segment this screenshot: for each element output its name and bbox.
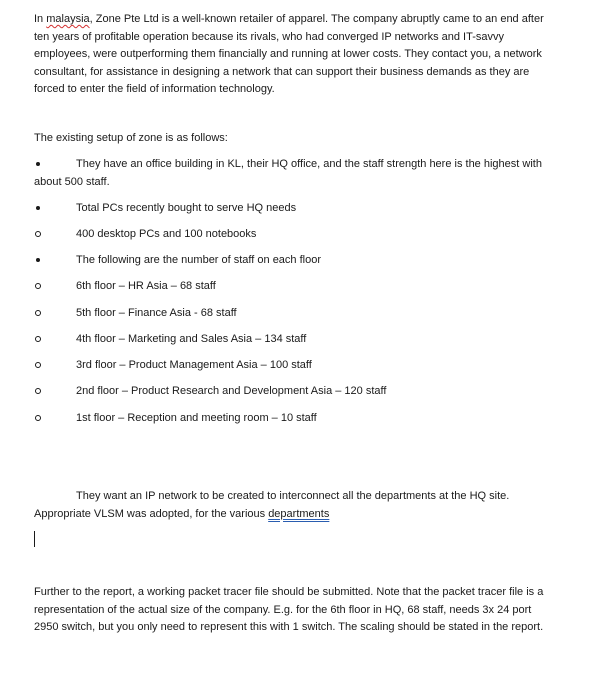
list-item[interactable] xyxy=(34,200,554,216)
list-item[interactable] xyxy=(34,226,554,242)
list-item-text: The following are the number of staff on each floor xyxy=(76,254,321,266)
report-paragraph[interactable]: Further to the report, a working packet tracer file should be submitted. Note that the packet tracer file is a representation of the actual size of the company. E.g. for the 6th floor in HQ, 68 staff, needs 3x 24 port 2950 switch, but you only need to represent this with 1 switch. The scaling should be stated in the report. xyxy=(34,586,544,634)
list-item-text: 400 desktop PCs and 100 notebooks xyxy=(76,228,257,240)
text-cursor xyxy=(34,531,35,547)
list-item-text: 6th floor – HR Asia – 68 staff xyxy=(76,280,216,292)
misspelled-word[interactable]: malaysia xyxy=(46,13,90,25)
list-item-text: 3rd floor – Product Management Asia – 100 staff xyxy=(76,359,312,371)
list-item-text: 2nd floor – Product Research and Development Asia – 120 staff xyxy=(76,385,387,397)
ip-network-paragraph[interactable] xyxy=(34,488,554,523)
list-item-text: 1st floor – Reception and meeting room – 10 staff xyxy=(76,412,317,424)
list-item[interactable] xyxy=(34,357,554,373)
setup-heading[interactable]: The existing setup of zone is as follows: xyxy=(34,132,228,144)
intro-post-text: , Zone Pte Ltd is a well-known retailer of apparel. The company abruptly came to an end after ten years of profitable operation because its rivals, who had converged IP networks and IT-savvy employees, were outperforming them financially and running at lower costs. They contact you, a network consultant, for assistance in designing a network that can support their business demands as they are forced to enter the field of information technology. xyxy=(34,13,544,96)
intro-paragraph[interactable] xyxy=(34,11,554,99)
list-item[interactable] xyxy=(34,252,554,268)
list-item[interactable] xyxy=(34,331,554,347)
first-bullet-text: They have an office building in KL, their HQ office, and the staff strength here is the highest with about 500 staff. xyxy=(34,158,542,188)
ip-network-text: They want an IP network to be created to interconnect all the departments at the HQ site. Appropriate VLSM was adopted, for the various xyxy=(34,490,510,520)
list-item[interactable] xyxy=(34,383,554,399)
bullet-filled-icon xyxy=(34,156,44,173)
intro-pre-text: In xyxy=(34,13,47,25)
list-item-text: 5th floor – Finance Asia - 68 staff xyxy=(76,307,237,319)
list-item[interactable] xyxy=(34,305,554,321)
first-bullet-paragraph[interactable] xyxy=(34,156,554,191)
list-item-text: 4th floor – Marketing and Sales Asia – 134 staff xyxy=(76,333,307,345)
grammar-flagged-word[interactable]: departments xyxy=(268,507,330,520)
list-item[interactable] xyxy=(34,410,554,426)
list-item[interactable] xyxy=(34,278,554,294)
list-item-text: Total PCs recently bought to serve HQ needs xyxy=(76,202,297,214)
